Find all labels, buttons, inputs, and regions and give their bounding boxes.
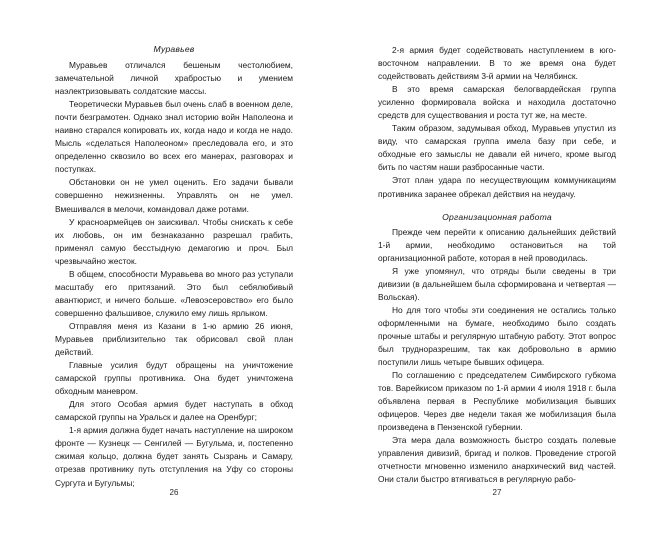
paragraph: У красноармейцев он заискивал. Чтобы снискать к себе их любовь, он им безнаказанно разрешал грабить, применял самую бесстыдную демагогию и проч. Был чрезвычайно жесток. bbox=[55, 216, 293, 266]
paragraph: По соглашению с председателем Симбирского губкома тов. Варейкисом приказом по 1-й армии 4 июля 1918 г. была объявлена первая в Республике мобилизация бывших офицеров. Через две недели такая же мобилизация была произведена в Пензенской губернии. bbox=[378, 370, 616, 433]
paragraph: 1-я армия должна будет начать наступление на широком фронте — Кузнецк — Сенгилей — Бугульма, и, постепенно сжимая кольцо, должна будет занять Сызрань и Самару, отрезав противнику путь отступления на Уфу со стороны Сургута и Бугульмы; bbox=[55, 425, 293, 488]
page-number: 26 bbox=[169, 488, 179, 497]
right-page bbox=[334, 0, 668, 540]
section-title: Организационная работа bbox=[442, 211, 552, 222]
paragraph: Главные усилия будут обращены на уничтожение самарской группы противника. Она будет уничтожена обходным маневром. bbox=[55, 360, 293, 397]
paragraph: Прежде чем перейти к описанию дальнейших действий 1-й армии, необходимо остановиться на той организационной работе, которая в ней проводилась. bbox=[378, 226, 616, 263]
paragraph: Отправляя меня из Казани в 1-ю армию 26 июня, Муравьев приблизительно так обрисовал свой план действий. bbox=[55, 320, 293, 358]
paragraph: Обстановки он не умел оценить. Его задачи бывали совершенно нежизненны. Управлять он не умел. Вмешивался в мелочи, командовал даже ротами. bbox=[55, 177, 293, 214]
paragraph: Муравьев отличался бешеным честолюбием, замечательной личной храбростью и умением наэлектризовывать солдатские массы. bbox=[55, 60, 293, 97]
paragraph: Я уже упомянул, что отряды были сведены в три дивизии (в дальнейшем была сформирована и четвертая — Вольская). bbox=[378, 265, 616, 302]
paragraph: Таким образом, задумывая обход, Муравьев упустил из виду, что самарская группа имела базу при себе, и обходные его замыслы не давали ей ничего, кроме выгод бить по частям наши разбросанные части. bbox=[378, 123, 616, 173]
paragraph: В общем, способности Муравьева во много раз уступали масштабу его притязаний. Это был себялюбивый авантюрист, и ничего больше. «Левоэсеровство» его было совершенно фальшивое, служило ему лишь ярлыком. bbox=[55, 268, 293, 318]
paragraph: 2-я армия будет содействовать наступлением в юго-восточном направлении. В то же время она будет содействовать действиям 3-й армии на Челябинск. bbox=[378, 45, 616, 82]
paragraph: Эта мера дала возможность быстро создать полевые управления дивизий, бригад и полков. Проведение строгой отчетности мгновенно изменило анархический вид частей. Они стали быстро втягиваться в регулярную рабо- bbox=[378, 435, 616, 485]
chapter-title: Муравьев bbox=[153, 44, 195, 54]
paragraph: Теоретически Муравьев был очень слаб в военном деле, почти безграмотен. Однако знал историю войн Наполеона и наивно старался копировать их, когда надо и когда не надо. Мысль «сделаться Наполеоном» преследовала его, и это определенно сквозило во всех его манерах, разговорах и поступках. bbox=[55, 99, 293, 175]
paragraph: Для этого Особая армия будет наступать в обход самарской группы на Уральск и далее на Оренбург; bbox=[55, 399, 293, 423]
right-page-text-column bbox=[378, 44, 616, 487]
paragraph: Этот план удара по несуществующим коммуникациям противника заранее обрекал действия на неудачу. bbox=[378, 175, 616, 199]
paragraph: Но для того чтобы эти соединения не остались только оформленными на бумаге, необходимо было создать прочные штабы и регулярную штабную работу. Этот вопрос был трудноразрешим, так как добровольно в армию поступили лишь четыре бывших офицера. bbox=[378, 304, 616, 368]
left-page-text-column bbox=[55, 44, 293, 490]
page-number: 27 bbox=[492, 488, 502, 497]
paragraph: В это время самарская белогвардейская группа усиленно формировала войска и находила достаточно средств для существования и роста тут же, на месте. bbox=[378, 84, 616, 121]
